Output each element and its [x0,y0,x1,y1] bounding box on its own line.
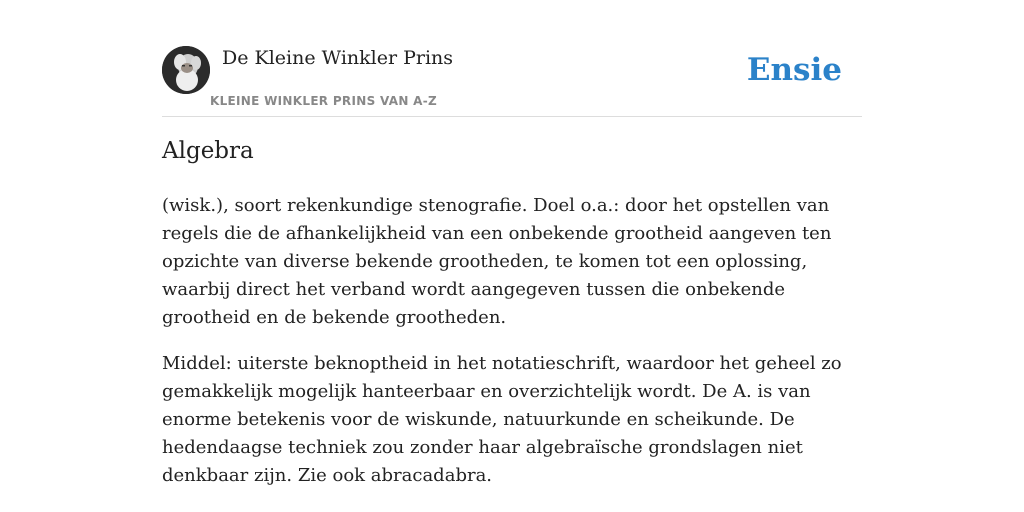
book-subtitle[interactable]: KLEINE WINKLER PRINS VAN A-Z [210,94,438,108]
entry-paragraph-1: (wisk.), soort rekenkundige stenografie. Doel o.a.: door het opstellen van regels die de afhankelijkheid van een onbekende grootheid aangeven ten opzichte van diverse bekende grootheden, te komen tot een oplossing, waarbij direct het verband wordt aangegeven tussen die onbekende grootheid en de bekende grootheden. [162,195,832,328]
entry-body [162,192,862,508]
entry-paragraph-2: Middel: uiterste beknoptheid in het notatieschrift, waardoor het geheel zo gemakkelijk mogelijk hanteerbaar en overzichtelijk wordt. De A. is van enorme betekenis voor de wiskunde, natuurkunde en scheikunde. De hedendaagse techniek zou zonder haar algebraïsche grondslagen niet denkbaar zijn. Zie ook abracadabra. [162,353,842,486]
ensie-logo-link[interactable]: Ensie [746,52,842,88]
entry-title: Algebra [162,138,254,164]
portrait-avatar-icon[interactable] [162,46,210,94]
book-title[interactable]: De Kleine Winkler Prins [222,47,454,69]
header [162,46,862,117]
